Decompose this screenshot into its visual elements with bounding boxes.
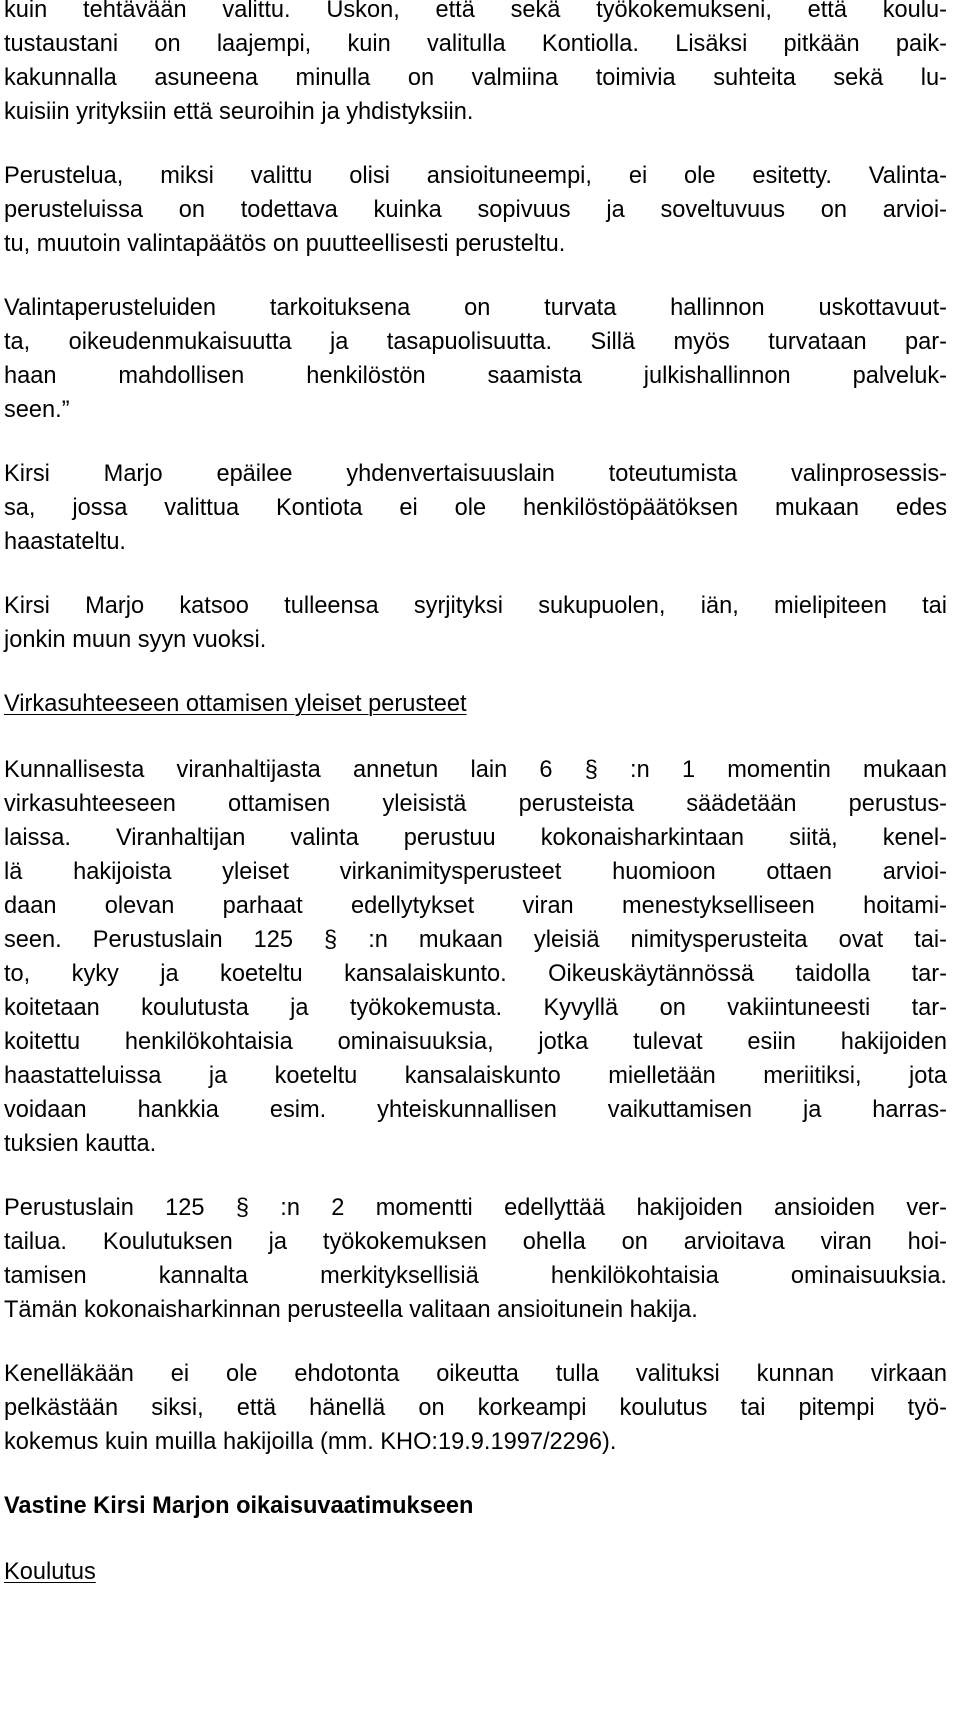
text-line: kuisiin yrityksiin että seuroihin ja yhdistyksiin.	[4, 99, 474, 125]
text-line: sa, jossa valittua Kontiota ei ole henkilöstöpäätöksen mukaan edes	[4, 495, 947, 521]
text-line: daan olevan parhaat edellytykset viran menestykselliseen hoitami-	[4, 893, 947, 919]
text-line: laissa. Viranhaltijan valinta perustuu kokonaisharkintaan siitä, kenel-	[4, 825, 947, 851]
text-line: perusteluissa on todettava kuinka sopivuus ja soveltuvuus on arvioi-	[4, 197, 947, 223]
text-line: haan mahdollisen henkilöstön saamista julkishallinnon palveluk-	[4, 363, 947, 389]
text-line: Kunnallisesta viranhaltijasta annetun lain 6 § :n 1 momentin mukaan	[4, 757, 947, 783]
text-line: Kirsi Marjo katsoo tulleensa syrjityksi sukupuolen, iän, mielipiteen tai	[4, 593, 947, 619]
section-heading-education: Koulutus	[4, 1559, 96, 1585]
text-line: lä hakijoista yleiset virkanimitysperusteet huomioon ottaen arvioi-	[4, 859, 947, 885]
text-line: seen. Perustuslain 125 § :n mukaan yleisiä nimitysperusteita ovat tai-	[4, 927, 947, 953]
text-line: tu, muutoin valintapäätös on puutteellisesti perusteltu.	[4, 231, 566, 257]
text-line: tustaustani on laajempi, kuin valitulla Kontiolla. Lisäksi pitkään paik-	[4, 31, 947, 57]
text-line: virkasuhteeseen ottamisen yleisistä perusteista säädetään perustus-	[4, 791, 947, 817]
text-line: tuksien kautta.	[4, 1131, 157, 1157]
text-line: jonkin muun syyn vuoksi.	[4, 627, 267, 653]
text-line: Tämän kokonaisharkinnan perusteella valitaan ansioitunein hakija.	[4, 1297, 698, 1323]
text-line: Kirsi Marjo epäilee yhdenvertaisuuslain toteutumista valinprosessis-	[4, 461, 947, 487]
text-line: Perustelua, miksi valittu olisi ansioituneempi, ei ole esitetty. Valinta-	[4, 163, 947, 189]
section-heading-general-grounds: Virkasuhteeseen ottamisen yleiset perusteet	[4, 691, 467, 717]
text-line: tamisen kannalta merkityksellisiä henkilökohtaisia ominaisuuksia.	[4, 1263, 947, 1289]
text-line: Kenelläkään ei ole ehdotonta oikeutta tulla valituksi kunnan virkaan	[4, 1361, 947, 1387]
text-line: kakunnalla asuneena minulla on valmiina toimivia suhteita sekä lu-	[4, 65, 947, 91]
text-line: koitetaan koulutusta ja työkokemusta. Kyvyllä on vakiintuneesti tar-	[4, 995, 947, 1021]
text-line: seen.”	[4, 397, 70, 423]
text-line: voidaan hankkia esim. yhteiskunnallisen vaikuttamisen ja harras-	[4, 1097, 947, 1123]
text-line: tailua. Koulutuksen ja työkokemuksen ohella on arvioitava viran hoi-	[4, 1229, 947, 1255]
text-line: ta, oikeudenmukaisuutta ja tasapuolisuutta. Sillä myös turvataan par-	[4, 329, 947, 355]
text-line: Perustuslain 125 § :n 2 momentti edellyttää hakijoiden ansioiden ver-	[4, 1195, 947, 1221]
text-line: pelkästään siksi, että hänellä on korkeampi koulutus tai pitempi työ-	[4, 1395, 947, 1421]
text-line: Valintaperusteluiden tarkoituksena on turvata hallinnon uskottavuut-	[4, 295, 947, 321]
text-line: to, kyky ja koeteltu kansalaiskunto. Oikeuskäytännössä taidolla tar-	[4, 961, 947, 987]
text-line: haastatteluissa ja koeteltu kansalaiskunto mielletään meriitiksi, jota	[4, 1063, 947, 1089]
text-line: koitettu henkilökohtaisia ominaisuuksia, jotka tulevat esiin hakijoiden	[4, 1029, 947, 1055]
section-heading-response: Vastine Kirsi Marjon oikaisuvaatimukseen	[4, 1493, 474, 1519]
text-line: haastateltu.	[4, 529, 126, 555]
text-line: kokemus kuin muilla hakijoilla (mm. KHO:19.9.1997/2296).	[4, 1429, 617, 1455]
text-line: kuin tehtävään valittu. Uskon, että sekä työkokemukseni, että koulu-	[4, 0, 947, 23]
